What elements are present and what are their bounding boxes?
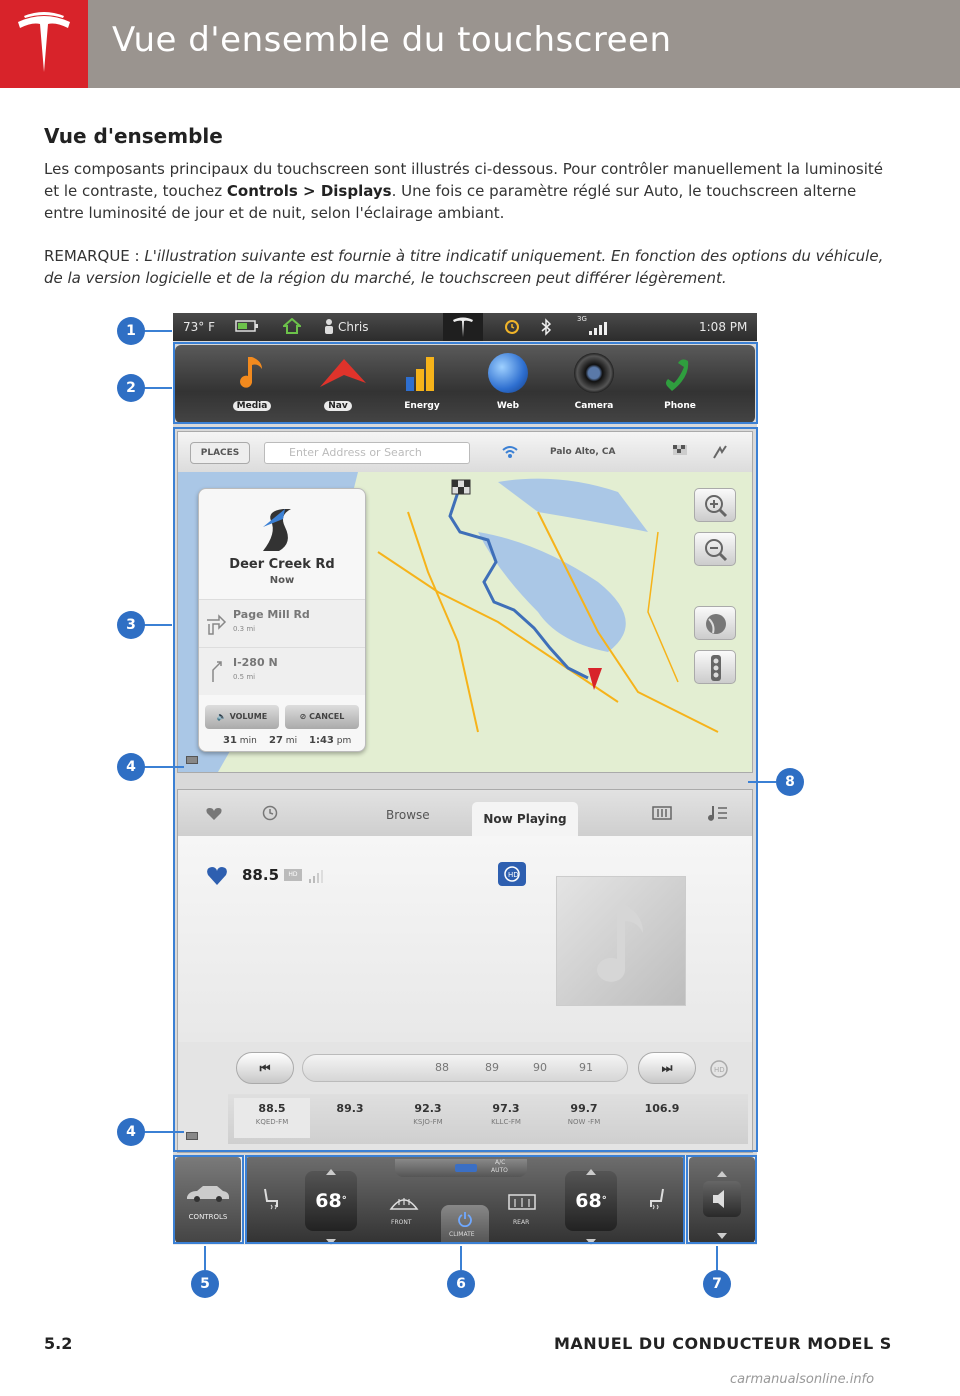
status-bar <box>173 313 757 341</box>
battery-icon <box>235 319 259 336</box>
eta-arrival-unit: pm <box>336 736 352 746</box>
controls-label: CONTROLS <box>188 1213 228 1221</box>
map-city-label: Palo Alto, CA <box>550 447 616 457</box>
callout-4b: 4 <box>117 1118 145 1146</box>
driver-profile-icon <box>323 318 335 337</box>
leader-line-6 <box>460 1246 462 1270</box>
svg-text:HD: HD <box>508 871 519 879</box>
preset-callsign: NOW -FM <box>567 1118 601 1126</box>
leader-line-7 <box>716 1246 718 1270</box>
tuner-mark: 91 <box>579 1061 593 1074</box>
current-station: 88.5 <box>242 866 280 884</box>
nav-volume-label: VOLUME <box>229 712 268 721</box>
places-button[interactable]: PLACES <box>190 442 250 464</box>
current-street-when: Now <box>269 575 295 586</box>
skip-forward-icon: ⏭ <box>661 1061 673 1075</box>
leader-line-3 <box>144 624 172 626</box>
current-street: Deer Creek Rd <box>229 557 335 572</box>
status-signal-label: 3G <box>577 315 587 323</box>
tuner-mark: 88 <box>435 1061 449 1074</box>
leader-line-2 <box>144 387 172 389</box>
tuner-mark: 90 <box>533 1061 547 1074</box>
intro-paragraph <box>44 158 894 224</box>
intro-text-start: Les composants principaux du touchscreen sont illustrés ci-dessous. Pour contrôler manuellement la luminosité et le contraste, touchez <box>44 160 884 200</box>
signal-strength-icon <box>587 321 611 338</box>
note-text: L'illustration suivante est fournie à titre indicatif uniquement. En fonction des options du véhicule, de la version logicielle et de la région du marché, le touchscreen peut différer légèrement. <box>44 247 884 287</box>
app-camera-label: Camera <box>574 401 614 411</box>
eta-distance-value: 27 <box>269 735 283 746</box>
hd-radio-badge: HD <box>284 869 302 881</box>
preset-frequency: 88.5 <box>258 1102 286 1115</box>
highlight-controls <box>173 1155 244 1244</box>
preset-frequency: 99.7 <box>570 1102 598 1115</box>
page-title: Vue d'ensemble du touchscreen <box>112 20 672 60</box>
rear-defrost-label: REAR <box>513 1219 530 1226</box>
step-distance: 0.5 mi <box>233 673 256 681</box>
step-distance: 0.3 mi <box>233 625 256 633</box>
intro-text-bold: Controls > Displays <box>226 182 392 200</box>
app-nav-label: Nav <box>324 401 351 411</box>
nav-cancel-label: CANCEL <box>309 712 345 721</box>
svg-text:HD: HD <box>714 1066 725 1074</box>
temperature-left-value: 68 <box>315 1190 342 1212</box>
auto-label[interactable]: AUTO <box>491 1167 508 1174</box>
page-header <box>0 0 960 88</box>
leader-line-4b <box>144 1131 184 1133</box>
eta-minutes-unit: min <box>239 736 257 746</box>
preset-callsign: KSJO-FM <box>413 1118 443 1126</box>
status-time: 1:08 PM <box>699 320 748 334</box>
app-energy-label: Energy <box>404 401 440 411</box>
preset-frequency: 92.3 <box>414 1102 442 1115</box>
preset-callsign: KLLC-FM <box>491 1118 521 1126</box>
preset-frequency: 89.3 <box>336 1102 364 1115</box>
speaker-icon: 🔈 <box>216 712 230 721</box>
ac-label[interactable]: A/C <box>495 1159 506 1166</box>
callout-5: 5 <box>191 1270 219 1298</box>
leader-line-1 <box>144 330 172 332</box>
callout-6: 6 <box>447 1270 475 1298</box>
tab-now-playing[interactable]: Now Playing <box>472 802 578 836</box>
leader-line-5 <box>204 1246 206 1270</box>
eta-arrival-value: 1:43 <box>309 735 334 746</box>
cancel-icon: ⊘ <box>299 712 310 721</box>
highlight-main-area <box>173 427 758 1152</box>
app-phone-label: Phone <box>664 401 696 411</box>
climate-label: CLIMATE <box>449 1231 475 1238</box>
step-name: I-280 N <box>233 656 278 669</box>
leader-line-8 <box>748 781 776 783</box>
section-title: Vue d'ensemble <box>44 124 223 148</box>
map-search-input[interactable]: Enter Address or Search <box>264 442 470 464</box>
highlight-volume <box>686 1155 757 1244</box>
page-number: 5.2 <box>44 1334 73 1353</box>
callout-4a: 4 <box>117 753 145 781</box>
callout-8: 8 <box>776 768 804 796</box>
temperature-left-unit: ° <box>341 1195 347 1206</box>
callout-7: 7 <box>703 1270 731 1298</box>
note-label: REMARQUE : <box>44 247 145 265</box>
front-defrost-label: FRONT <box>391 1219 412 1226</box>
callout-1: 1 <box>117 317 145 345</box>
bluetooth-icon <box>541 318 551 339</box>
intro-text-end: . Une fois ce paramètre réglé sur Auto, le touchscreen alterne entre luminosité de jour et de nuit, selon l'éclairage ambiant. <box>44 182 857 222</box>
preset-frequency: 97.3 <box>492 1102 520 1115</box>
temperature-right-value: 68 <box>575 1190 602 1212</box>
highlight-climate <box>245 1155 685 1244</box>
note-paragraph <box>44 245 904 289</box>
tesla-logo <box>0 0 88 88</box>
step-name: Page Mill Rd <box>233 608 310 621</box>
skip-back-icon: ⏮ <box>259 1061 271 1075</box>
highlight-app-launcher <box>173 342 758 424</box>
callout-3: 3 <box>117 611 145 639</box>
leader-line-4a <box>144 766 184 768</box>
eta-minutes-value: 31 <box>223 735 237 746</box>
manual-title: MANUEL DU CONDUCTEUR MODEL S <box>554 1334 892 1353</box>
preset-callsign: KQED-FM <box>255 1118 289 1126</box>
tab-browse[interactable]: Browse <box>386 808 430 822</box>
alarm-clock-icon[interactable] <box>503 317 521 338</box>
app-media-label: Media <box>233 401 272 411</box>
tesla-logo-icon <box>14 12 74 76</box>
tuner-mark: 89 <box>485 1061 499 1074</box>
status-temperature: 73° F <box>183 320 215 334</box>
preset-frequency: 106.9 <box>644 1102 680 1115</box>
home-icon <box>283 318 301 337</box>
status-user[interactable]: Chris <box>338 320 369 334</box>
callout-2: 2 <box>117 374 145 402</box>
eta-distance-unit: mi <box>285 736 298 746</box>
watermark: carmanualsonline.info <box>730 1372 875 1387</box>
temperature-right-unit: ° <box>601 1195 607 1206</box>
tesla-menu-button[interactable] <box>443 313 483 341</box>
app-web-label: Web <box>496 401 520 411</box>
